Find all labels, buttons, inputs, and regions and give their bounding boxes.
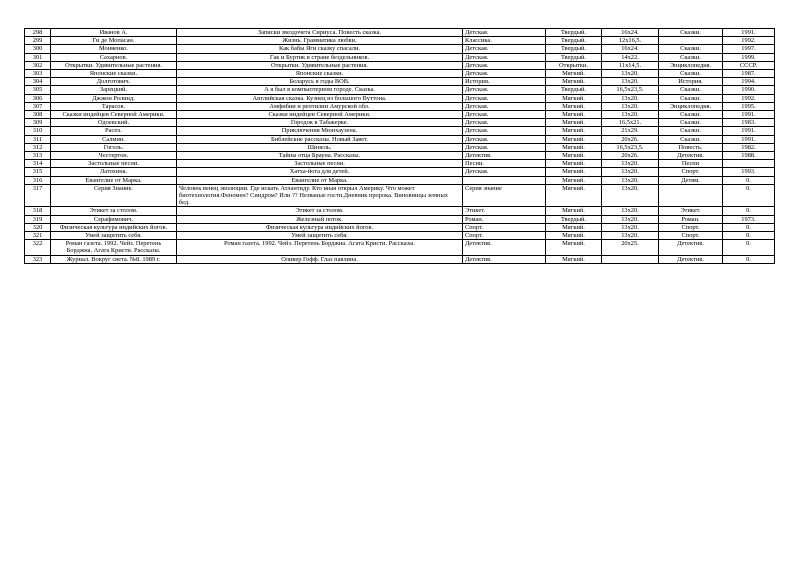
author-cell: Застольные песни. (51, 160, 177, 168)
year-cell: 1973. (723, 215, 775, 223)
genre-cell: История. (463, 78, 546, 86)
title-cell: Как бабы Яги сказку спасали. (177, 45, 463, 53)
table-row (25, 29, 775, 37)
type-cell: Песни (659, 160, 723, 168)
binding-cell: Мягкий. (546, 127, 602, 135)
table-row (25, 255, 775, 263)
title-cell: Открытки. Удивительные растения. (177, 61, 463, 69)
table-row (25, 223, 775, 231)
year-cell: 1992. (723, 94, 775, 102)
type-cell: Сказки. (659, 135, 723, 143)
table-row (25, 143, 775, 151)
year-cell: 1994. (723, 78, 775, 86)
genre-cell: Детская. (463, 61, 546, 69)
row-number: 309 (25, 119, 51, 127)
table-row (25, 184, 775, 207)
year-cell: 0. (723, 232, 775, 240)
type-cell: Сказки. (659, 53, 723, 61)
size-cell: 21x29. (602, 127, 659, 135)
size-cell: 13x20. (602, 168, 659, 176)
genre-cell: Детская. (463, 70, 546, 78)
title-cell: Человек венец эволюции. Где искать Атлантиду. Кто иная открыл Америку. Что может биотехнология.Феномен? Синдром? Или ?? Незваные гости.Дневник пророка. Виновницы земных бед. (177, 184, 463, 207)
author-cell: Распэ. (51, 127, 177, 135)
row-number: 301 (25, 53, 51, 61)
genre-cell: Детская. (463, 94, 546, 102)
title-cell: Умей защитить себя. (177, 232, 463, 240)
year-cell: 1982. (723, 143, 775, 151)
author-cell: Евангелие от Марка. (51, 176, 177, 184)
title-cell: Хатха-йога для детей. (177, 168, 463, 176)
author-cell: Сказки индейцев Северной Америки. (51, 111, 177, 119)
table-row (25, 232, 775, 240)
table-row (25, 207, 775, 215)
title-cell: Физическая культура индийских йогов. (177, 223, 463, 231)
author-cell: Зарецкий. (51, 86, 177, 94)
title-cell: Беларусь в годы ВОВ. (177, 78, 463, 86)
row-number: 303 (25, 70, 51, 78)
binding-cell: Твердый. (546, 45, 602, 53)
author-cell: Серия Знание. (51, 184, 177, 207)
row-number: 307 (25, 102, 51, 110)
row-number: 298 (25, 29, 51, 37)
binding-cell: Мягкий. (546, 176, 602, 184)
size-cell: 16x24. (602, 29, 659, 37)
row-number: 315 (25, 168, 51, 176)
genre-cell: Детская. (463, 143, 546, 151)
row-number: 311 (25, 135, 51, 143)
document-page (24, 28, 774, 264)
type-cell: Энциклопедия. (659, 61, 723, 69)
genre-cell: Спорт. (463, 223, 546, 231)
genre-cell: Детская. (463, 168, 546, 176)
binding-cell: Мягкий. (546, 143, 602, 151)
year-cell: 1993. (723, 168, 775, 176)
size-cell: 13x20. (602, 232, 659, 240)
size-cell: 13x20. (602, 94, 659, 102)
binding-cell: Мягкий. (546, 102, 602, 110)
row-number: 312 (25, 143, 51, 151)
size-cell: 16,5x23,5. (602, 86, 659, 94)
binding-cell: Мягкий. (546, 232, 602, 240)
row-number: 317 (25, 184, 51, 207)
type-cell: Спорт. (659, 168, 723, 176)
binding-cell: Мягкий. (546, 168, 602, 176)
author-cell: Долготович. (51, 78, 177, 86)
title-cell: Застольные песни. (177, 160, 463, 168)
size-cell: 13x20. (602, 78, 659, 86)
binding-cell: Мягкий. (546, 207, 602, 215)
year-cell: 0. (723, 223, 775, 231)
row-number: 322 (25, 240, 51, 255)
row-number: 305 (25, 86, 51, 94)
author-cell: Физическая культура индийских йогов. (51, 223, 177, 231)
binding-cell: Мягкий. (546, 160, 602, 168)
binding-cell: Мягкий. (546, 70, 602, 78)
title-cell: Амфибии и рептилии Амурской обл. (177, 102, 463, 110)
type-cell (659, 37, 723, 45)
title-cell: Евангелие от Марка. (177, 176, 463, 184)
title-cell: Приключения Мюнхаузена. (177, 127, 463, 135)
year-cell: 1997. (723, 45, 775, 53)
table-row (25, 119, 775, 127)
author-cell: Одоевский. (51, 119, 177, 127)
type-cell: Этикет. (659, 207, 723, 215)
type-cell (659, 184, 723, 207)
size-cell: 13x20. (602, 102, 659, 110)
size-cell: 11x14,5. (602, 61, 659, 69)
row-number: 321 (25, 232, 51, 240)
author-cell: Серафимович. (51, 215, 177, 223)
size-cell: 20x26. (602, 152, 659, 160)
year-cell: 1990. (723, 86, 775, 94)
type-cell: Детектив. (659, 152, 723, 160)
table-row (25, 102, 775, 110)
author-cell: Журнал. Вокруг света. №8. 1989 г. (51, 255, 177, 263)
table-row (25, 160, 775, 168)
author-cell: Роман газета. 1992. Чейз. Перетень Борджиа. Агата Кристи. Рассказы. (51, 240, 177, 255)
genre-cell: Песни. (463, 160, 546, 168)
author-cell: Моняенко. (51, 45, 177, 53)
size-cell: 12x16,5. (602, 37, 659, 45)
table-row (25, 53, 775, 61)
title-cell: Английская сказка. Кузнец из большого Вуттона. (177, 94, 463, 102)
table-row (25, 152, 775, 160)
year-cell: 1991. (723, 127, 775, 135)
binding-cell: Мягкий. (546, 94, 602, 102)
year-cell: 1995. (723, 102, 775, 110)
row-number: 304 (25, 78, 51, 86)
year-cell: 0. (723, 176, 775, 184)
size-cell: 20x25. (602, 240, 659, 255)
table-row (25, 94, 775, 102)
title-cell: Этикет за столом. (177, 207, 463, 215)
binding-cell: Мягкий. (546, 78, 602, 86)
size-cell: 16x24. (602, 45, 659, 53)
genre-cell: Роман. (463, 215, 546, 223)
author-cell: Салмин. (51, 135, 177, 143)
row-number: 320 (25, 223, 51, 231)
size-cell: 13x20. (602, 207, 659, 215)
year-cell: 0. (723, 207, 775, 215)
binding-cell: Мягкий. (546, 223, 602, 231)
genre-cell: Детская. (463, 111, 546, 119)
type-cell: Сказки. (659, 111, 723, 119)
binding-cell: Мягкий. (546, 135, 602, 143)
type-cell: Сказки. (659, 45, 723, 53)
genre-cell: Детектив. (463, 255, 546, 263)
table-row (25, 70, 775, 78)
genre-cell: Детская. (463, 29, 546, 37)
year-cell: 0. (723, 255, 775, 263)
type-cell: Сказки. (659, 29, 723, 37)
table-row (25, 240, 775, 255)
size-cell: 13x20. (602, 111, 659, 119)
genre-cell: Этикет. (463, 207, 546, 215)
type-cell: Сказки. (659, 119, 723, 127)
title-cell: Жизнь. Грамматика любви. (177, 37, 463, 45)
title-cell: Городок в Табакерке. (177, 119, 463, 127)
table-row (25, 135, 775, 143)
table-row (25, 37, 775, 45)
author-cell: Умей защитить себя. (51, 232, 177, 240)
genre-cell: Детская. (463, 102, 546, 110)
table-row (25, 78, 775, 86)
type-cell: Повесть. (659, 143, 723, 151)
genre-cell (463, 176, 546, 184)
year-cell: 1991. (723, 29, 775, 37)
row-number: 313 (25, 152, 51, 160)
genre-cell: Детская. (463, 86, 546, 94)
year-cell: 1988. (723, 152, 775, 160)
title-cell: Железный поток. (177, 215, 463, 223)
table-row (25, 45, 775, 53)
genre-cell: Детектив. (463, 152, 546, 160)
genre-cell: Спорт. (463, 232, 546, 240)
author-cell: Честертон. (51, 152, 177, 160)
row-number: 316 (25, 176, 51, 184)
binding-cell: Твердый. (546, 215, 602, 223)
binding-cell: Мягкий. (546, 240, 602, 255)
type-cell: Роман. (659, 215, 723, 223)
title-cell: Гак и Буртик в стране бездельников. (177, 53, 463, 61)
author-cell: Этикет за столом. (51, 207, 177, 215)
table-row (25, 176, 775, 184)
binding-cell: Мягкий. (546, 111, 602, 119)
genre-cell: Детская. (463, 45, 546, 53)
type-cell: Энциклопедия. (659, 102, 723, 110)
binding-cell: Мягкий. (546, 119, 602, 127)
row-number: 314 (25, 160, 51, 168)
genre-cell: Детектив. (463, 240, 546, 255)
title-cell: Шинель. (177, 143, 463, 151)
type-cell: Детям. (659, 176, 723, 184)
author-cell: Тарасов. (51, 102, 177, 110)
type-cell: Спорт. (659, 232, 723, 240)
genre-cell: Детская. (463, 135, 546, 143)
size-cell: 13x20. (602, 176, 659, 184)
genre-cell: Классика. (463, 37, 546, 45)
author-cell: Ги де Мопасан. (51, 37, 177, 45)
binding-cell: Твердый. (546, 29, 602, 37)
size-cell (602, 255, 659, 263)
genre-cell: Детская. (463, 119, 546, 127)
size-cell: 13x20. (602, 215, 659, 223)
size-cell: 14x22. (602, 53, 659, 61)
binding-cell: Твердый. (546, 86, 602, 94)
author-cell: Иванов А. (51, 29, 177, 37)
year-cell: СССР. (723, 61, 775, 69)
size-cell: 20x26. (602, 135, 659, 143)
type-cell: Детектив. (659, 255, 723, 263)
type-cell: История. (659, 78, 723, 86)
year-cell: 1987. (723, 70, 775, 78)
table-row (25, 127, 775, 135)
genre-cell: Детская. (463, 127, 546, 135)
year-cell: 1992. (723, 37, 775, 45)
title-cell: Сказки индейцев Северной Америки. (177, 111, 463, 119)
table-row (25, 215, 775, 223)
size-cell: 13x20. (602, 184, 659, 207)
year-cell: 0. (723, 184, 775, 207)
author-cell: Японские сказки. (51, 70, 177, 78)
title-cell: Записки звездочета Сириуса. Повесть сказка. (177, 29, 463, 37)
title-cell: Оливер Гофф. Глаз павлина. (177, 255, 463, 263)
size-cell: 13x20. (602, 223, 659, 231)
binding-cell: Мягкий. (546, 184, 602, 207)
row-number: 310 (25, 127, 51, 135)
title-cell: Тайны отца Брауна. Рассказы. (177, 152, 463, 160)
type-cell: Сказки. (659, 127, 723, 135)
size-cell: 16,5x23,5. (602, 143, 659, 151)
row-number: 299 (25, 37, 51, 45)
binding-cell: Мягкий. (546, 255, 602, 263)
year-cell: 1999. (723, 53, 775, 61)
binding-cell: Открытки. (546, 61, 602, 69)
table-row (25, 111, 775, 119)
title-cell: Библейские рассказы. Новый Завет. (177, 135, 463, 143)
year-cell: 1991. (723, 135, 775, 143)
year-cell: 1983. (723, 119, 775, 127)
table-row (25, 86, 775, 94)
author-cell: Джжон Ролинд. (51, 94, 177, 102)
genre-cell: Серия знание (463, 184, 546, 207)
row-number: 323 (25, 255, 51, 263)
table-body (25, 29, 775, 264)
size-cell: 13x20. (602, 160, 659, 168)
author-cell: Сахарнов. (51, 53, 177, 61)
type-cell: Детектив. (659, 240, 723, 255)
title-cell: А я был в компьютерном городе. Сказка. (177, 86, 463, 94)
author-cell: Открытки. Удивительные растения. (51, 61, 177, 69)
row-number: 302 (25, 61, 51, 69)
row-number: 308 (25, 111, 51, 119)
author-cell: Гоголь. (51, 143, 177, 151)
binding-cell: Мягкий. (546, 152, 602, 160)
title-cell: Роман газета. 1992. Чейз. Перетень Борджиа. Агата Кристи. Рассказы. (177, 240, 463, 255)
type-cell: Сказки. (659, 70, 723, 78)
binding-cell: Твердый. (546, 37, 602, 45)
row-number: 300 (25, 45, 51, 53)
year-cell: 1991. (723, 111, 775, 119)
row-number: 318 (25, 207, 51, 215)
type-cell: Спорт. (659, 223, 723, 231)
type-cell: Сказки. (659, 94, 723, 102)
binding-cell: Твердый. (546, 53, 602, 61)
author-cell: Латохина. (51, 168, 177, 176)
row-number: 306 (25, 94, 51, 102)
table-row (25, 61, 775, 69)
size-cell: 16,5x21. (602, 119, 659, 127)
row-number: 319 (25, 215, 51, 223)
table-row (25, 168, 775, 176)
year-cell: 0. (723, 240, 775, 255)
year-cell (723, 160, 775, 168)
book-catalog-table (24, 28, 775, 264)
type-cell: Сказки. (659, 86, 723, 94)
size-cell: 13x20. (602, 70, 659, 78)
genre-cell: Детская. (463, 53, 546, 61)
title-cell: Японские сказки. (177, 70, 463, 78)
